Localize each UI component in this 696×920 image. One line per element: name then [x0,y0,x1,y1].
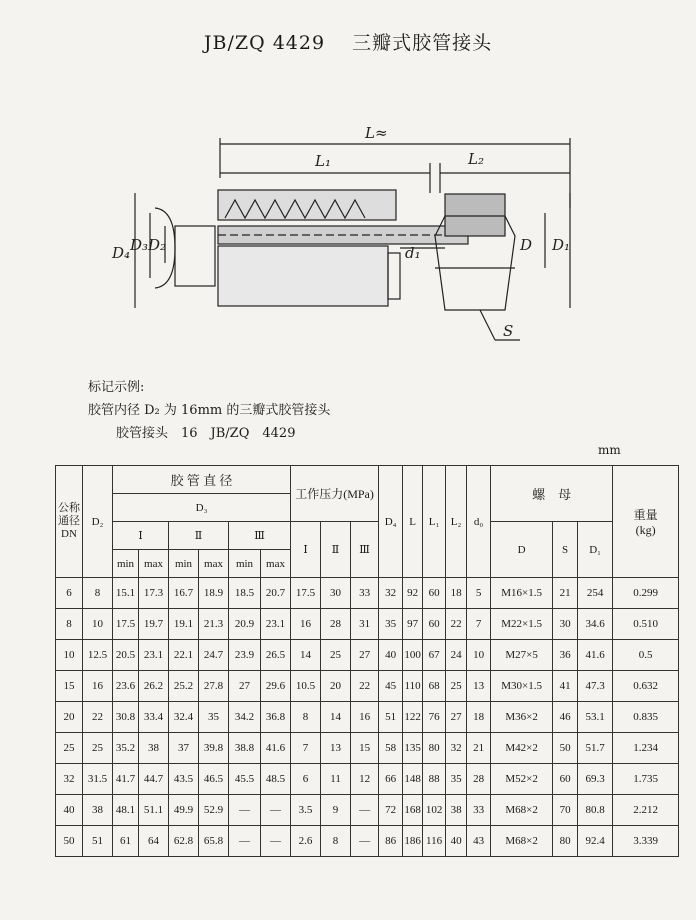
table-cell: 51.1 [139,795,169,826]
table-cell: — [351,826,379,857]
table-cell: 102 [423,795,446,826]
table-cell: 40 [446,826,467,857]
table-cell: 8 [56,609,83,640]
table-cell: 122 [403,702,423,733]
table-cell: 20.5 [113,640,139,671]
header-dn: 公称通径DN [56,466,83,578]
table-cell: M27×5 [491,640,553,671]
table-cell: 32 [446,733,467,764]
table-cell: 18.9 [199,578,229,609]
table-cell: 27.8 [199,671,229,702]
header-min: min [169,550,199,578]
table-cell: 67 [423,640,446,671]
header-nut-s: S [553,522,578,578]
table-cell: 23.1 [261,609,291,640]
table-cell: 41.6 [578,640,613,671]
table-cell: 60 [553,764,578,795]
table-cell: 41.6 [261,733,291,764]
table-cell: 16.7 [169,578,199,609]
table-cell: 58 [379,733,403,764]
table-cell: 34.2 [229,702,261,733]
table-cell: 38 [446,795,467,826]
table-cell: 7 [291,733,321,764]
table-cell: 2.212 [613,795,679,826]
table-cell: 33 [467,795,491,826]
table-cell: 33 [351,578,379,609]
table-row [56,578,679,609]
table-cell: 15.1 [113,578,139,609]
table-cell: 20 [56,702,83,733]
header-pressure-grade-2: Ⅱ [321,522,351,578]
table-cell: 51 [83,826,113,857]
table-cell: 18.5 [229,578,261,609]
table-cell: 3.339 [613,826,679,857]
header-d2: D₂ [83,466,113,578]
table-cell: 60 [423,578,446,609]
table-cell: 8 [83,578,113,609]
table-cell: 25.2 [169,671,199,702]
dim-L1: L₁ [315,152,331,170]
table-cell: 8 [291,702,321,733]
table-row [56,609,679,640]
table-cell: 21 [467,733,491,764]
table-cell: 33.4 [139,702,169,733]
table-cell: 41 [553,671,578,702]
table-cell: 19.1 [169,609,199,640]
table-cell: 0.299 [613,578,679,609]
table-cell: 21 [553,578,578,609]
table-cell: 23.6 [113,671,139,702]
table-row [56,702,679,733]
table-cell: 43.5 [169,764,199,795]
table-cell: 116 [423,826,446,857]
table-cell: 20.9 [229,609,261,640]
table-cell: 8 [321,826,351,857]
table-cell: 35 [199,702,229,733]
table-cell: 43 [467,826,491,857]
table-cell: 24 [446,640,467,671]
table-row [56,826,679,857]
table-cell: 92 [403,578,423,609]
table-cell: 22 [83,702,113,733]
table-cell: 12.5 [83,640,113,671]
spec-table [55,465,679,857]
table-cell: 39.8 [199,733,229,764]
table-cell: 72 [379,795,403,826]
table-cell: 38.8 [229,733,261,764]
table-cell: 23.1 [139,640,169,671]
table-cell: 45.5 [229,764,261,795]
table-cell: 6 [56,578,83,609]
table-cell: 16 [83,671,113,702]
table-cell: 27 [351,640,379,671]
table-cell: 64 [139,826,169,857]
table-cell: 48.1 [113,795,139,826]
table-cell: 1.234 [613,733,679,764]
header-nut-d1: D₁ [578,522,613,578]
table-cell: 7 [467,609,491,640]
table-cell: 25 [56,733,83,764]
header-max: max [139,550,169,578]
table-cell: 38 [139,733,169,764]
table-cell: 53.1 [578,702,613,733]
table-cell: 10 [56,640,83,671]
table-cell: 2.6 [291,826,321,857]
table-row [56,764,679,795]
table-cell: — [261,826,291,857]
table-cell: 110 [403,671,423,702]
table-cell: 22 [351,671,379,702]
table-cell: 46.5 [199,764,229,795]
table-cell: 80 [423,733,446,764]
standard-code: JB/ZQ 4429 [203,32,326,54]
table-cell: 25 [446,671,467,702]
table-cell: 80.8 [578,795,613,826]
table-cell: 97 [403,609,423,640]
header-nut-d: D [491,522,553,578]
table-cell: M68×2 [491,795,553,826]
table-cell: 40 [56,795,83,826]
table-cell: 66 [379,764,403,795]
table-cell: 34.6 [578,609,613,640]
table-cell: 3.5 [291,795,321,826]
table-cell: 69.3 [578,764,613,795]
table-cell: 50 [56,826,83,857]
table-cell: 40 [379,640,403,671]
header-pressure: 工作压力(MPa) [291,466,379,522]
table-cell: 27 [229,671,261,702]
table-cell: 148 [403,764,423,795]
table-cell: 10 [83,609,113,640]
table-cell: 25 [321,640,351,671]
table-cell: 26.5 [261,640,291,671]
header-min: min [229,550,261,578]
table-cell: 6 [291,764,321,795]
table-cell: 36.8 [261,702,291,733]
table-row [56,640,679,671]
dim-L: L≈ [365,124,388,142]
table-cell: 254 [578,578,613,609]
header-d3: D₃ [113,494,291,522]
table-cell: 28 [321,609,351,640]
table-cell: 50 [553,733,578,764]
table-cell: 24.7 [199,640,229,671]
header-grade-2: Ⅱ [169,522,229,550]
table-cell: 25 [83,733,113,764]
table-cell: 15 [56,671,83,702]
table-cell: 100 [403,640,423,671]
unit-label: mm [598,443,621,457]
table-cell: M16×1.5 [491,578,553,609]
table-cell: 32 [379,578,403,609]
table-cell: 31 [351,609,379,640]
header-d0: d₀ [467,466,491,578]
table-cell: 0.632 [613,671,679,702]
table-cell: 11 [321,764,351,795]
table-cell: 49.9 [169,795,199,826]
table-cell: 0.5 [613,640,679,671]
table-cell: 5 [467,578,491,609]
table-cell: 45 [379,671,403,702]
table-cell: 21.3 [199,609,229,640]
table-cell: 38 [83,795,113,826]
table-cell: 68 [423,671,446,702]
table-cell: — [261,795,291,826]
header-pressure-grade-3: Ⅲ [351,522,379,578]
table-cell: 37 [169,733,199,764]
header-nut: 螺 母 [491,466,613,522]
table-cell: M68×2 [491,826,553,857]
table-cell: 51 [379,702,403,733]
header-l2: L₂ [446,466,467,578]
table-cell: 26.2 [139,671,169,702]
table-cell: 135 [403,733,423,764]
header-max: max [199,550,229,578]
table-cell: 30.8 [113,702,139,733]
table-cell: 30 [553,609,578,640]
table-cell: 44.7 [139,764,169,795]
table-cell: 65.8 [199,826,229,857]
table-cell: M22×1.5 [491,609,553,640]
dim-L2: L₂ [468,150,484,168]
table-cell: 22.1 [169,640,199,671]
header-pressure-grade-1: Ⅰ [291,522,321,578]
table-cell: — [229,826,261,857]
dim-D3: D₃ [130,236,149,254]
dim-d1: d₁ [405,244,421,262]
table-cell: 10 [467,640,491,671]
dim-S: S [503,322,514,340]
dim-D: D [520,236,533,254]
table-cell: 46 [553,702,578,733]
page-title [0,28,696,55]
header-grade-1: Ⅰ [113,522,169,550]
header-hose-diameter: 胶 管 直 径 [113,466,291,494]
example-heading: 标记示例: [88,380,145,395]
header-l1: L₁ [423,466,446,578]
header-grade-3: Ⅲ [229,522,291,550]
table-row [56,795,679,826]
table-cell: 60 [423,609,446,640]
table-cell: 16 [291,609,321,640]
example-line-2: 胶管接头 16 JB/ZQ 4429 [116,426,296,441]
table-cell: 20.7 [261,578,291,609]
table-cell: 13 [467,671,491,702]
table-cell: 20 [321,671,351,702]
table-cell: 30 [321,578,351,609]
table-cell: 48.5 [261,764,291,795]
table-cell: 32.4 [169,702,199,733]
table-cell: 61 [113,826,139,857]
table-cell: — [351,795,379,826]
table-cell: 18 [446,578,467,609]
table-cell: 35 [446,764,467,795]
table-cell: 92.4 [578,826,613,857]
dim-D1: D₁ [552,236,571,254]
table-cell: 36 [553,640,578,671]
table-cell: 9 [321,795,351,826]
table-cell: 62.8 [169,826,199,857]
table-cell: 23.9 [229,640,261,671]
dim-D4: D₄ [112,244,131,262]
table-cell: 17.5 [113,609,139,640]
table-cell: 0.835 [613,702,679,733]
table-cell: 80 [553,826,578,857]
table-cell: 31.5 [83,764,113,795]
table-cell: 35 [379,609,403,640]
table-cell: 47.3 [578,671,613,702]
table-cell: 186 [403,826,423,857]
table-cell: 12 [351,764,379,795]
table-cell: 16 [351,702,379,733]
hose-fitting-drawing [100,118,600,358]
header-d4: D₄ [379,466,403,578]
table-cell: 51.7 [578,733,613,764]
table-cell: 22 [446,609,467,640]
table-cell: M42×2 [491,733,553,764]
example-line-1: 胶管内径 D₂ 为 16mm 的三瓣式胶管接头 [88,403,331,418]
table-cell: 1.735 [613,764,679,795]
table-row [56,733,679,764]
table-cell: 17.5 [291,578,321,609]
table-cell: M30×1.5 [491,671,553,702]
table-cell: 76 [423,702,446,733]
table-cell: 86 [379,826,403,857]
table-cell: 27 [446,702,467,733]
table-cell: 10.5 [291,671,321,702]
table-row [56,671,679,702]
table-cell: 35.2 [113,733,139,764]
table-cell: 29.6 [261,671,291,702]
table-cell: 70 [553,795,578,826]
part-name: 三瓣式胶管接头 [352,32,493,54]
table-cell: 41.7 [113,764,139,795]
table-cell: 17.3 [139,578,169,609]
dim-D2: D₂ [148,236,167,254]
table-cell: 52.9 [199,795,229,826]
table-cell: 32 [56,764,83,795]
table-cell: M36×2 [491,702,553,733]
table-cell: 14 [291,640,321,671]
table-cell: 15 [351,733,379,764]
table-cell: — [229,795,261,826]
header-l: L [403,466,423,578]
table-cell: 18 [467,702,491,733]
table-cell: M52×2 [491,764,553,795]
table-cell: 168 [403,795,423,826]
header-min: min [113,550,139,578]
header-weight: 重量(kg) [613,466,679,578]
table-cell: 88 [423,764,446,795]
table-cell: 28 [467,764,491,795]
header-max: max [261,550,291,578]
table-cell: 0.510 [613,609,679,640]
table-cell: 14 [321,702,351,733]
table-cell: 13 [321,733,351,764]
table-cell: 19.7 [139,609,169,640]
